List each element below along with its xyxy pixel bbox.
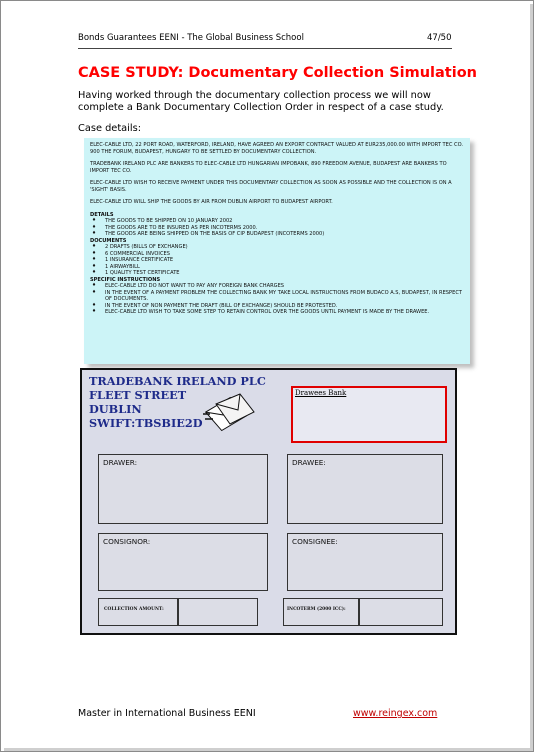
footer-course-name: Master in International Business EENI [78,708,256,719]
incoterm-label-cell [283,598,359,626]
consignor-label: CONSIGNOR: [103,537,151,546]
list-item: ♦ IN THE EVENT OF NON PAYMENT THE DRAFT (BILL OF EXCHANGE) SHOULD BE PROTESTED. [90,303,464,310]
documents-heading: DOCUMENTS [90,237,127,244]
instructions-list [90,283,464,316]
documents-list [90,244,464,277]
list-item: ♦ ELEC-CABLE LTD WISH TO TAKE SOME STEP TO RETAIN CONTROL OVER THE GOODS UNTIL PAYMENT IS MADE BY THE DRAWEE. [90,309,464,316]
list-item: ♦ 6 COMMERCIAL INVOICES [90,251,464,258]
incoterm-label: INCOTERM (2000 ICC): [287,607,346,612]
footer-link[interactable]: www.reingex.com [353,708,438,719]
list-item: ♦ 2 DRAFTS (BILLS OF EXCHANGE) [90,244,464,251]
case-paragraph: TRADEBANK IRELAND PLC ARE BANKERS TO ELEC-CABLE LTD HUNGARIAN IMPOBANK, 890 FREEDOM AVENUE, BUDAPEST ARE BANKERS TO IMPORT TEC CO. [90,161,447,174]
bank-city-line: DUBLIN [89,402,142,416]
case-details-label: Case details: [78,123,142,134]
running-header: Bonds Guarantees EENI - The Global Business School [78,33,304,43]
incoterm-field[interactable] [359,598,443,626]
intro-paragraph: Having worked through the documentary collection process we will now complete a Bank Documentary Collection Order in respect of a case study. [78,90,444,113]
page-title: CASE STUDY: Documentary Collection Simulation [78,65,477,81]
case-details-text [90,142,464,316]
collection-amount-field[interactable] [178,598,258,626]
list-item: ♦ IN THE EVENT OF A PAYMENT PROBLEM THE COLLECTING BANK MY TAKE LOCAL INSTRUCTIONS FROM BUDACO A.S, BUDAPEST, IN RESPECT OF DOCUMENTS. [90,290,464,303]
list-item: ♦ ELEC-CABLE LTD DO NOT WANT TO PAY ANY FOREIGN BANK CHARGES [90,283,464,290]
list-item: ♦ 1 INSURANCE CERTIFICATE [90,257,464,264]
list-item: ♦ 1 AIRWAYBILL [90,264,464,271]
case-paragraph: ELEC-CABLE LTD WISH TO RECEIVE PAYMENT UNDER THIS DOCUMENTARY COLLECTION AS SOON AS POSSIBLE AND THE COLLECTION IS ON A 'SIGHT' BASIS. [90,180,452,193]
page-number: 47/50 [427,33,452,43]
consignee-label: CONSIGNEE: [292,537,338,546]
list-item: ♦ THE GOODS ARE TO BE INSURED AS PER INCOTERMS 2000. [90,225,464,232]
bank-street-line: FLEET STREET [89,388,187,402]
case-paragraph: ELEC-CABLE LTD WILL SHIP THE GOODS BY AIR FROM DUBLIN AIRPORT TO BUDAPEST AIRPORT. [90,199,333,205]
list-item: ♦ THE GOODS TO BE SHIPPED ON 10 JANUARY 2002 [90,218,464,225]
list-item: ♦ 1 QUALITY TEST CERTIFICATE [90,270,464,277]
collection-amount-label: COLLECTION AMOUNT: [104,607,164,612]
header-rule [78,48,452,49]
collection-amount-label-cell [98,598,178,626]
instructions-heading: SPECIFIC INSTRUCTIONS [90,276,161,283]
drawer-label: DRAWER: [103,458,138,467]
list-item: ♦ THE GOODS ARE BEING SHIPPED ON THE BASIS OF CIP BUDAPEST (INCOTERMS 2000) [90,231,464,238]
bank-name-line: TRADEBANK IRELAND PLC [89,374,266,388]
envelope-icon [202,392,258,434]
details-list [90,218,464,238]
details-heading: DETAILS [90,211,114,218]
bank-swift-line: SWIFT:TBSBIE2D [89,416,203,430]
drawee-label: DRAWEE: [292,458,326,467]
case-paragraph: ELEC-CABLE LTD, 22 PORT ROAD, WATERFORD, IRELAND, HAVE AGREED AN EXPORT CONTRACT VALUED AT EUR235,000.00 WITH IMPORT TEC CO. 900 THE FORUM, BUDAPEST, HUNGARY TO BE SETTLED BY DOCUMENTARY COLLECTION. [90,142,464,155]
drawees-bank-label: Drawees Bank [295,389,347,397]
